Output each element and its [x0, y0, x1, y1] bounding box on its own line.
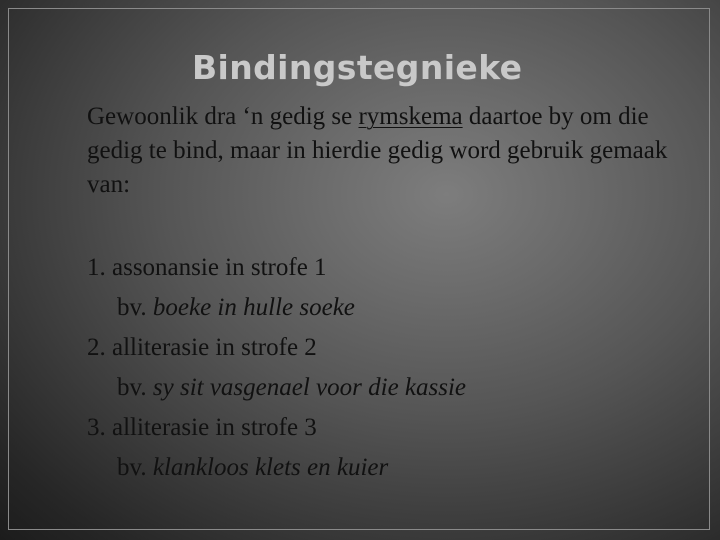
example-text: sy sit vasgenael voor die kassie — [152, 374, 467, 401]
list-item — [87, 328, 687, 408]
example-prefix: bv. — [117, 374, 153, 401]
example-prefix: bv. — [117, 294, 153, 321]
intro-paragraph — [87, 100, 687, 202]
example-prefix: bv. — [117, 454, 153, 481]
underlined-keyword: rymskema — [358, 103, 463, 130]
technique-label: 2. alliterasie in strofe 2 — [87, 334, 317, 361]
technique-label: 1. assonansie in strofe 1 — [87, 254, 327, 281]
slide-title: Bindingstegnieke — [192, 48, 523, 87]
list-item — [87, 248, 687, 328]
example-line — [87, 288, 687, 328]
example-line — [87, 448, 687, 488]
list-item — [87, 408, 687, 488]
example-text: boeke in hulle soeke — [152, 294, 355, 321]
intro-text-end: daartoe by om die gedig te bind, maar in hierdie gedig word gebruik gemaak van: — [87, 103, 668, 198]
example-text: klankloos klets en kuier — [152, 454, 389, 481]
intro-text-start: Gewoonlik dra ‘n gedig se — [87, 103, 359, 130]
example-line — [87, 368, 687, 408]
technique-label: 3. alliterasie in strofe 3 — [87, 414, 317, 441]
technique-list — [87, 248, 687, 488]
